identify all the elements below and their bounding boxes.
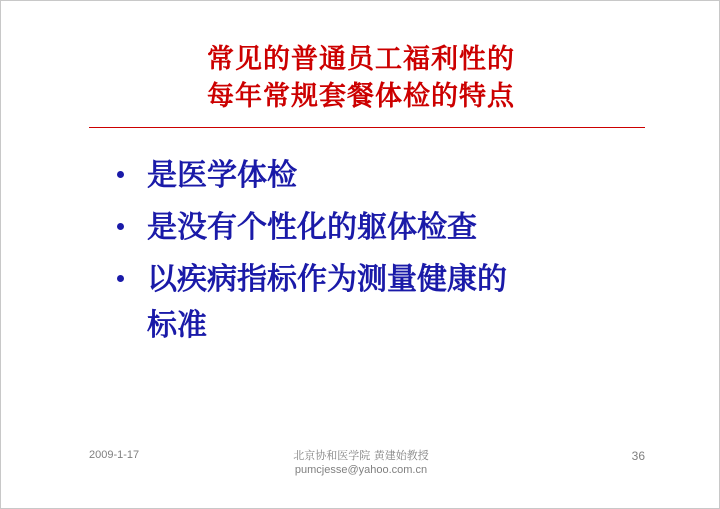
list-item: [113, 205, 673, 251]
footer-page-number: 36: [631, 449, 645, 463]
bullet-dot-icon: [117, 275, 124, 282]
list-item-text: 是没有个性化的躯体检查: [147, 210, 477, 245]
list-item: [113, 153, 673, 199]
title-divider: [89, 127, 645, 128]
list-item: [113, 257, 673, 349]
title-line-2: 每年常规套餐体检的特点: [207, 81, 515, 112]
footer-date: 2009-1-17: [89, 449, 140, 461]
bullet-dot-icon: [117, 223, 124, 230]
slide-footer: [1, 445, 720, 485]
footer-center: [1, 449, 720, 477]
footer-email: pumcjesse@yahoo.com.cn: [294, 464, 428, 476]
list-item-text: 以疾病指标作为测量健康的: [147, 262, 507, 297]
slide-title: [1, 41, 720, 115]
title-line-1: 常见的普通员工福利性的: [207, 44, 515, 75]
bullet-dot-icon: [117, 171, 124, 178]
list-item-text-wrap: 标准: [147, 308, 207, 343]
bullet-list: [113, 153, 673, 355]
list-item-text: 是医学体检: [147, 158, 297, 193]
footer-affiliation: 北京协和医学院 黄建始教授: [293, 449, 429, 462]
